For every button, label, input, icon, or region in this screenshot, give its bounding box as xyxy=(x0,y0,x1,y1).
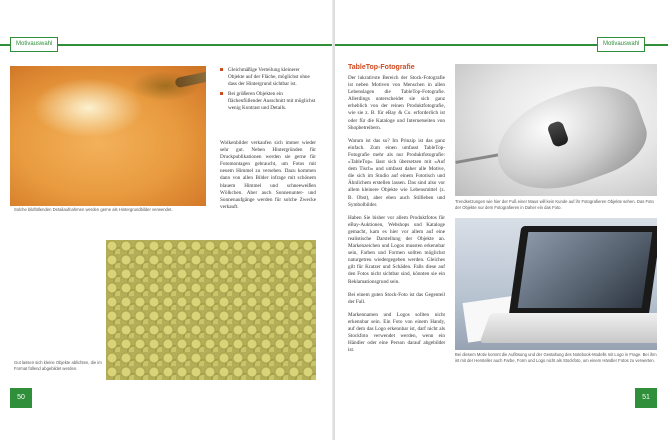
lentils-photo xyxy=(106,240,316,380)
caption-mouse: Trendsetzungen wie hier der Fuß einer Maus will kein Kunde auf ihr Fotografieren Objekte sehen. Das Foto der Objekte nur dem Fotografieren in Daher ein das Foto. xyxy=(455,199,654,210)
caption-apple: Solche bildfüllenden Detailaufnahmen werden gerne als Hintergrundbilder verwendet. xyxy=(14,207,173,212)
body-paragraph: Warum ist das so? Im Prinzip ist das ganz einfach. Zum einen umfasst TableTop-Fotografie mehr als nur Produktfotografie: »TableTop« lässt sich übersetzen mit »Auf dem Tisch« und umfasst daher alle Motive, die sich im Studio auf einem Fototisch und Ähnlichem erstellen lassen. Das sind also vor allem kleinere Objekte wie Lebensmittel (z. B. Obst), aber eben auch Stillleben und Symbolbilder. xyxy=(348,137,445,208)
section-tab-left: Motivauswahl xyxy=(10,37,58,52)
apple-photo xyxy=(10,66,206,206)
bullet-list xyxy=(220,67,316,116)
body-paragraph: Haben Sie bisher vor allem Produktfotos für eBay-Auktionen, Webshops und Kataloge gemacht, kam es hier vor allem auf eine realistische Darstellung der Objekte an. Markenzeichen und Logos mussten erkennbar sein, Farben und Formen sollten möglichst naturgetreu wiedergegeben werden. Gleiches gilt für Kratzer und Schäden. Falls diese auf den Fotos nicht sichtbar sind, könnten sie ein Reklamationsgrund sein. xyxy=(348,214,445,285)
bullet-item: Gleichmäßige Verteilung kleinerer Objekte auf der Fläche, möglichst ohne dass der Hintergrund sichtbar ist. xyxy=(220,67,316,88)
page-number-left: 50 xyxy=(10,388,32,408)
body-paragraph: Wolkenbilder verkaufen sich immer wieder sehr gut. Neben Hintergründen für Druckpublikationen werden sie gerne für Fotomontagen gebraucht, um Fotos mit neuem Himmel zu versehen. Dazu kommen dann von allen Bilder infrage mit schönem blauem Himmel und schneeweißen Wölkchen. Aber auch Sonnenunter- und Sonnenaufgänge werden für solche Zwecke verkauft. xyxy=(220,140,316,210)
mouse-photo xyxy=(455,64,657,196)
page-number-right: 51 xyxy=(635,388,657,408)
section-tab-right: Motivauswahl xyxy=(597,37,645,52)
left-page xyxy=(0,0,333,440)
caption-lentils: Gut lassen sich kleine Objekte ablichten, die im Format füllend abgebildet werden. xyxy=(14,360,102,371)
body-paragraph: Der lukrativste Bereich der Stock-Fotografie ist neben Motiven von Menschen in allen Lebenslagen die TableTop-Fotografie. Allerdings unterscheidet sie sich ganz erheblich von der reinen Produktfotografie, wie sie z. B. für eBay & Co. erforderlich ist oder für die Kataloge und Internetseiten von Shopbetreibern. xyxy=(348,75,445,131)
laptop-keyboard xyxy=(480,313,657,343)
bullet-marker-icon xyxy=(220,92,223,95)
section-heading: TableTop-Fotografie xyxy=(348,64,415,71)
body-paragraph: Markennamen und Logos sollten nicht erkennbar sein. Ein Foto von einem Handy, auf dem das Logo erkennbar ist, darf nicht als Stockfoto verwendet werden, wenn ein Händler oder eine Person darauf abgebildet ist. xyxy=(348,311,445,354)
caption-laptop: Bei diesem Motiv kommt die Auflösung und der Gestaltung des Notebook-Modells mit Logo in Frage. Bei ihm ist mit der Hersteller auch Farbe, Form und Logo nicht als Stockfoto, um einem Händler Fotos zu verwerten. xyxy=(455,352,657,363)
laptop-photo xyxy=(455,218,657,350)
bullet-item: Bei größeren Objekten ein flächenfüllender Ausschnitt mit möglichst wenig Kontrast und Details. xyxy=(220,91,316,112)
right-page xyxy=(335,0,668,440)
laptop-screen xyxy=(518,232,653,308)
bullet-marker-icon xyxy=(220,68,223,71)
body-paragraph: Bei einem guten Stock-Foto ist das Gegenteil der Fall. xyxy=(348,291,445,305)
body-column xyxy=(348,75,445,360)
mouse-body xyxy=(484,71,656,196)
